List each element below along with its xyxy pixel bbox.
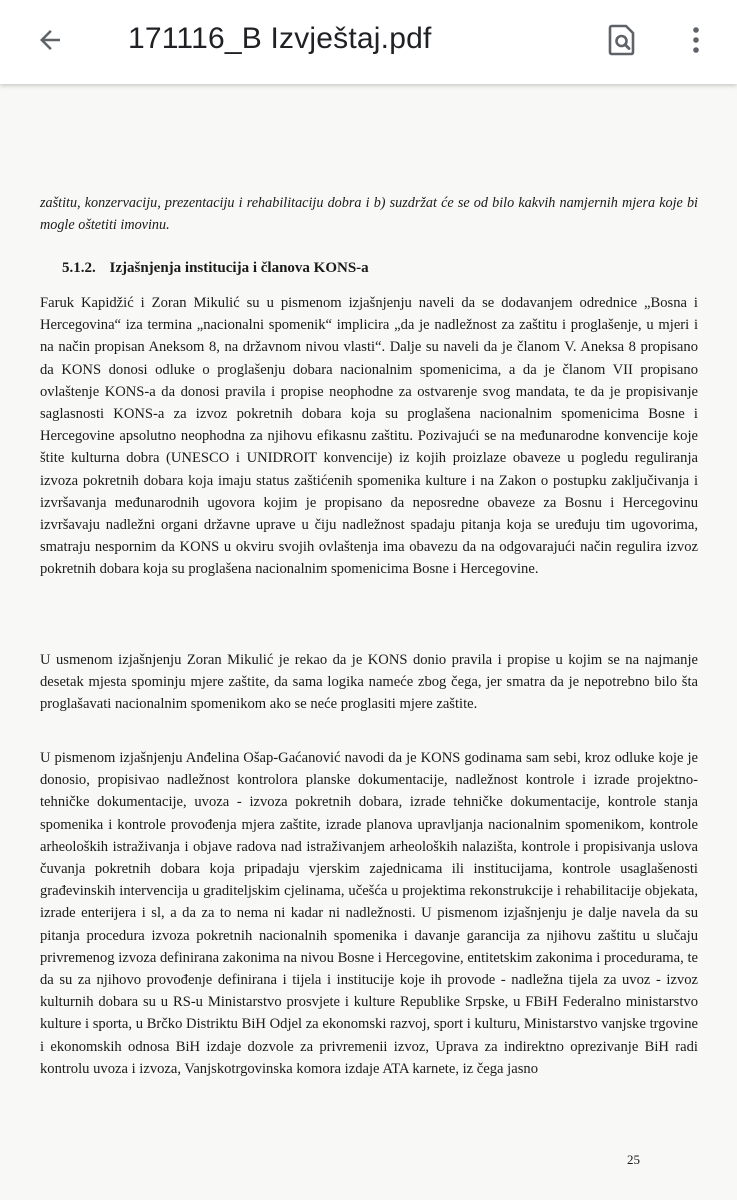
back-button[interactable]: [28, 20, 72, 64]
more-vert-icon: [692, 26, 700, 59]
section-number: 5.1.2.: [62, 260, 96, 276]
page-number: 25: [627, 1152, 640, 1167]
find-in-document-button[interactable]: [600, 20, 644, 64]
pdf-page: [0, 84, 737, 1200]
document-search-icon: [607, 24, 637, 61]
document-title: 171116_B Izvještaj.pdf: [128, 22, 432, 55]
arrow-back-icon: [35, 25, 65, 60]
paragraph-3: U pismenom izjašnjenju Anđelina Ošap-Gaćanović navodi da je KONS godinama sam sebi, kroz odluke koje je donosio, propisivao nadležnost kontrolora planske dokumentacije, nadležnost kontrole i izrade projektno-tehničke dokumentacije, uvoza - izvoza pokretnih dobara, izrade tehničke dokumentacije, kontrole stanja spomenika i kontrole provođenja mjera zaštite, izrade planova upravljanja nacionalnim spomenikom, kontrole arheoloških istraživanja i objave radova nad istraživanjem arheoloških nalazišta, kontrole i propisivanja uslova čuvanja pokretnih dobara koja pripadaju vjerskim zajednicama ili institucijama, kontrole usaglašenosti građevinskih intervencija u graditeljskim cjelinama, učešća u projektima rekonstrukcije i rehabilitacije objekata, izrade enterijera i sl, a da za to nema ni kadar ni nadležnosti. U pismenom izjašnjenju je dalje navela da su pitanja procedura izvoza pokretnih nacionalnih spomenika i davanje garancija za njihovu zaštitu u slučaju privremenog izvoza definirana zakonima na nivou Bosne i Hercegovine, entitetskim zakonima i procedurama, te da su za njihovo provođenje definirana i tijela i institucije koje ih provode - nadležna tijela za uvoz - izvoz kulturnih dobara su u RS-u Ministarstvo prosvjete i kulture Republike Srpske, u FBiH Federalno ministarstvo kulture i sporta, u Brčko Distriktu BiH Odjel za ekonomski razvoj, sport i kulturu, Ministarstvo vanjske trgovine i ekonomskih odnosa BiH izdaje dozvole za privremenii izvoz, Uprava za indirektno oprezivanje BiH radi kontrolu uvoza i izvoza, Vanjskotrgovinska komora izdaje ATA karnete, iz čega jasno: [40, 750, 698, 1077]
paragraph-2: U usmenom izjašnjenju Zoran Mikulić je rekao da je KONS donio pravila i propise u kojim se na najmanje desetak mjesta spominju mjere zaštite, da sama logika nameće zbog čega, jer smatra da je nepotrebno bilo šta proglašavati nacionalnim spomenikom ako se neće proglasiti mjere zaštite.: [40, 652, 698, 713]
section-title: Izjašnjenja institucija i članova KONS-a: [109, 260, 369, 276]
app-toolbar: [0, 0, 737, 84]
section-heading: [62, 260, 369, 277]
paragraph-1: Faruk Kapidžić i Zoran Mikulić su u pismenom izjašnjenju naveli da se dodavanjem odrednice „Bosna i Hercegovina“ iza termina „nacionalni spomenik“ implicira „da je nadležnost za zaštitu i proglašenje, u mjeri i na način propisan Aneksom 8, na državnom nivou vlasti“. Dalje su naveli da je članom V. Aneksa 8 propisano da KONS donosi odluke o proglašenju dobara nacionalnim spomenicima, a da je članom VII propisano ovlaštenje KONS-a da donosi pravila i propise neophodne za ostvarenje svog mandata, te da je propisivanje saglasnosti KONS-a za izvoz pokretnih dobara koja su proglašena nacionalnim spomenicima Bosne i Hercegovine apsolutno neophodna za njihovu efikasnu zaštitu. Pozivajući se na međunarodne konvencije koje štite kulturna dobra (UNESCO i UNIDROIT konvencije) iz kojih proizlaze obaveze u pogledu reguliranja izvoza pokretnih dobara koja imaju status zaštićenih spomenika kulture i na Zakon o postupku zaključivanja i izvršavanja međunarodnih ugovora kojim je propisano da neposredne obaveze za Bosnu i Hercegovinu izvršavaju nadležni organi državne uprave u čiju nadležnost spadaju pitanja koja se uređuju tim ugovorima, smatraju nespornim da KONS u okviru svojih ovlaštenja ima obavezu da na odgovarajući način regulira izvoz pokretnih dobara koja su proglašena nacionalnim spomenicima Bosne i Hercegovine.: [40, 295, 698, 578]
more-options-button[interactable]: [678, 20, 714, 64]
intro-paragraph: zaštitu, konzervaciju, prezentaciju i rehabilitaciju dobra i b) suzdržat će se od bilo kakvih namjernih mjera koje bi mogle oštetiti imovinu.: [40, 195, 698, 234]
